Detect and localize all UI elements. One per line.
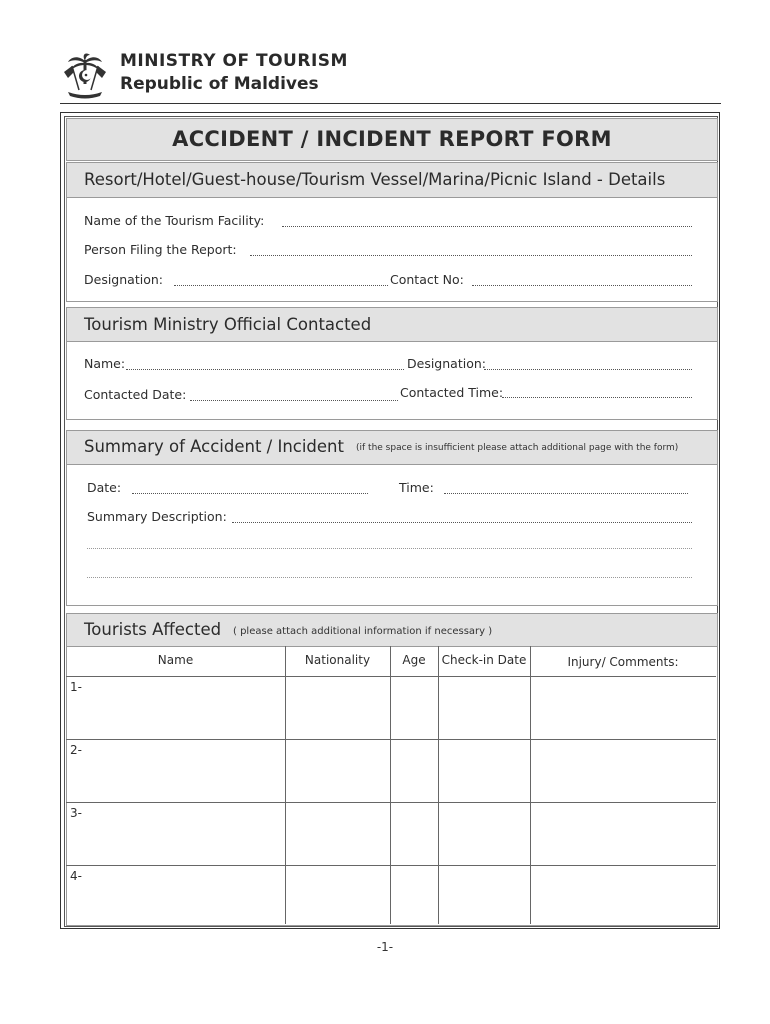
- column-header-age: Age: [402, 653, 426, 667]
- table-row-rule: [66, 802, 716, 803]
- facility-name-label: Name of the Tourism Facility:: [84, 213, 265, 228]
- table-row-number: 4-: [70, 869, 82, 883]
- incident-date-field[interactable]: [132, 493, 368, 494]
- summary-description-label: Summary Description:: [87, 509, 227, 524]
- summary-heading: Summary of Accident / Incident: [84, 437, 344, 456]
- contacted-date-label: Contacted Date:: [84, 387, 187, 402]
- table-column-rule: [438, 646, 439, 924]
- incident-time-label: Time:: [399, 480, 434, 495]
- contacted-time-field[interactable]: [502, 397, 692, 398]
- tourists-affected-header: [66, 613, 718, 647]
- summary-description-field[interactable]: [232, 522, 692, 523]
- designation-label: Designation:: [84, 272, 163, 287]
- official-contacted-heading: Tourism Ministry Official Contacted: [84, 315, 372, 334]
- table-column-rule: [285, 646, 286, 924]
- incident-date-label: Date:: [87, 480, 122, 495]
- contact-no-field[interactable]: [472, 285, 692, 286]
- column-header-name: Name: [157, 653, 194, 667]
- table-row-number: 3-: [70, 806, 82, 820]
- column-header-injury-comments: Injury/ Comments:: [567, 655, 679, 669]
- tourists-affected-heading: Tourists Affected: [84, 620, 222, 639]
- facility-details-header: [66, 162, 718, 198]
- form-title: ACCIDENT / INCIDENT REPORT FORM: [66, 118, 718, 161]
- contacted-date-field[interactable]: [190, 400, 398, 401]
- table-row-rule: [66, 865, 716, 866]
- summary-note: (if the space is insufficient please attach additional page with the form): [356, 443, 679, 453]
- table-column-rule: [530, 646, 531, 924]
- summary-description-line-3[interactable]: [87, 577, 692, 578]
- facility-name-field[interactable]: [282, 226, 692, 227]
- summary-description-line-2[interactable]: [87, 548, 692, 549]
- official-designation-label: Designation:: [407, 356, 486, 371]
- person-filing-field[interactable]: [250, 255, 692, 256]
- official-designation-field[interactable]: [484, 369, 692, 370]
- maldives-emblem-icon: [60, 52, 110, 100]
- person-filing-label: Person Filing the Report:: [84, 242, 237, 257]
- summary-header: [66, 430, 718, 465]
- contacted-time-label: Contacted Time:: [400, 385, 504, 400]
- table-row-rule: [66, 739, 716, 740]
- column-header-nationality: Nationality: [304, 653, 371, 667]
- contact-no-label: Contact No:: [390, 272, 464, 287]
- table-row-number: 1-: [70, 680, 82, 694]
- table-row-number: 2-: [70, 743, 82, 757]
- incident-time-field[interactable]: [444, 493, 688, 494]
- table-header-rule: [66, 676, 716, 677]
- page-number: -1-: [376, 940, 394, 954]
- column-header-checkin-date: Check-in Date: [441, 653, 527, 667]
- official-name-label: Name:: [84, 356, 126, 371]
- designation-field[interactable]: [174, 285, 388, 286]
- official-contacted-header: [66, 307, 718, 342]
- ministry-title: MINISTRY OF TOURISM: [120, 51, 348, 71]
- facility-details-heading: Resort/Hotel/Guest-house/Tourism Vessel/Marina/Picnic Island - Details: [84, 170, 666, 189]
- republic-subtitle: Republic of Maldives: [120, 74, 319, 94]
- table-column-rule: [390, 646, 391, 924]
- official-name-field[interactable]: [126, 369, 404, 370]
- tourists-affected-note: ( please attach additional information if necessary ): [233, 626, 493, 637]
- header-divider: [60, 103, 721, 104]
